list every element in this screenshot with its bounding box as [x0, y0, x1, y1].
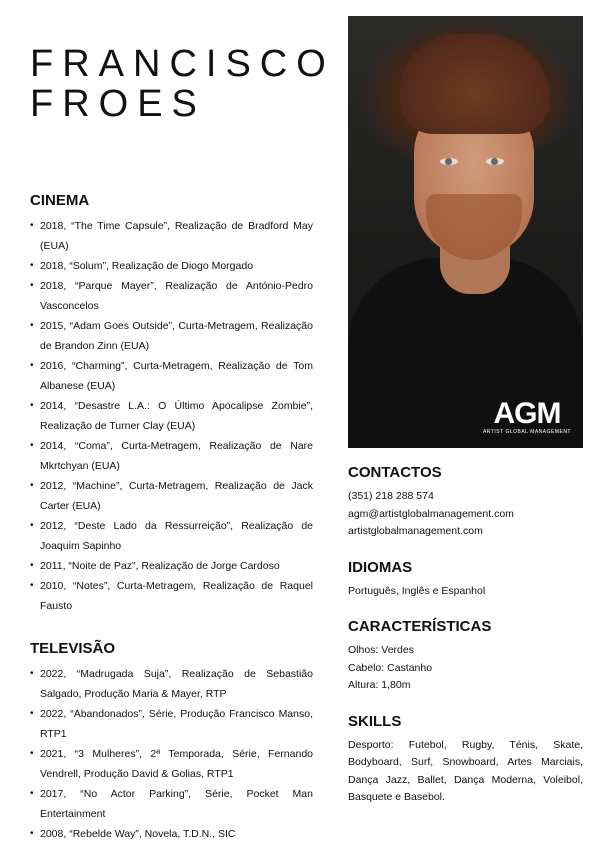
contacts-title: CONTACTOS: [348, 464, 442, 481]
contact-website: artistglobalmanagement.com: [348, 525, 483, 537]
television-title: TELEVISÃO: [30, 640, 116, 657]
left-column: [30, 192, 313, 844]
languages-section: [348, 559, 583, 601]
contact-phone: (351) 218 288 574: [348, 490, 434, 502]
list-item: • 2014, “Desastre L.A.: O Último Apocalipse Zombie”, Realização de Turner Clay (EUA): [30, 396, 313, 436]
actor-first-name: FRANCISCO: [30, 43, 335, 85]
list-item: • 2022, “Abandonados”, Série, Produção Francisco Manso, RTP1: [30, 704, 313, 744]
photo-hair: [400, 34, 550, 134]
characteristic-eyes: Olhos: Verdes: [348, 644, 414, 656]
list-item: • 2021, “3 Mulheres”, 2ª Temporada, Série, Fernando Vendrell, Produção David & Golias, RTP1: [30, 744, 313, 784]
television-section: [30, 640, 313, 844]
photo-eye-right: [486, 158, 504, 165]
characteristic-height: Altura: 1,80m: [348, 679, 411, 691]
headshot-photo: [348, 16, 583, 448]
list-item: • 2014, “Coma”, Curta-Metragem, Realização de Nare Mkrtchyan (EUA): [30, 436, 313, 476]
languages-title: IDIOMAS: [348, 558, 413, 576]
contact-email: agm@artistglobalmanagement.com: [348, 507, 514, 520]
contacts-section: [348, 464, 583, 541]
list-item: • 2018, “Parque Mayer”, Realização de António-Pedro Vasconcelos: [30, 276, 313, 316]
right-column: [348, 464, 583, 825]
cinema-section: [30, 192, 313, 616]
cinema-list: [30, 216, 313, 616]
skills-text: Desporto: Futebol, Rugby, Ténis, Skate, Bodyboard, Surf, Snowboard, Artes Marciais, Dança Jazz, Ballet, Dança Moderna, Voleibol, Basquete e Basebol.: [348, 738, 583, 803]
list-item: • 2018, “The Time Capsule”, Realização de Bradford May (EUA): [30, 216, 313, 256]
languages-text: Português, Inglês e Espanhol: [348, 584, 486, 597]
list-item: • 2015, “Adam Goes Outside”, Curta-Metragem, Realização de Brandon Zinn (EUA): [30, 316, 313, 356]
list-item: • 2018, “Solum”, Realização de Diogo Morgado: [30, 256, 313, 276]
list-item: • 2016, “Charming”, Curta-Metragem, Realização de Tom Albanese (EUA): [30, 356, 313, 396]
skills-section: [348, 713, 583, 807]
agm-logo-mark: AGM: [493, 397, 561, 430]
characteristics-section: [348, 618, 583, 695]
list-item: • 2012, “Deste Lado da Ressurreição”, Realização de Joaquim Sapinho: [30, 516, 313, 556]
actor-last-name: FROES: [30, 83, 206, 125]
list-item: • 2012, “Machine”, Curta-Metragem, Realização de Jack Carter (EUA): [30, 476, 313, 516]
agm-logo: [483, 399, 571, 436]
characteristic-hair: Cabelo: Castanho: [348, 661, 433, 674]
list-item: • 2022, “Madrugada Suja”, Realização de Sebastião Salgado, Produção Maria & Mayer, RTP: [30, 664, 313, 704]
list-item: • 2010, “Notes”, Curta-Metragem, Realização de Raquel Fausto: [30, 576, 313, 616]
characteristics-title: CARACTERÍSTICAS: [348, 618, 492, 635]
cinema-title: CINEMA: [30, 192, 90, 209]
skills-title: SKILLS: [348, 712, 402, 730]
photo-eye-left: [440, 158, 458, 165]
television-list: [30, 664, 313, 844]
list-item: • 2008, “Rebelde Way”, Novela, T.D.N., SIC: [30, 824, 313, 844]
agm-logo-subtitle: ARTIST GLOBAL MANAGEMENT: [482, 429, 571, 435]
list-item: • 2017, “No Actor Parking”, Série, Pocket Man Entertainment: [30, 784, 313, 824]
list-item: • 2011, “Noite de Paz”, Realização de Jorge Cardoso: [30, 556, 313, 576]
actor-name: [30, 44, 335, 124]
